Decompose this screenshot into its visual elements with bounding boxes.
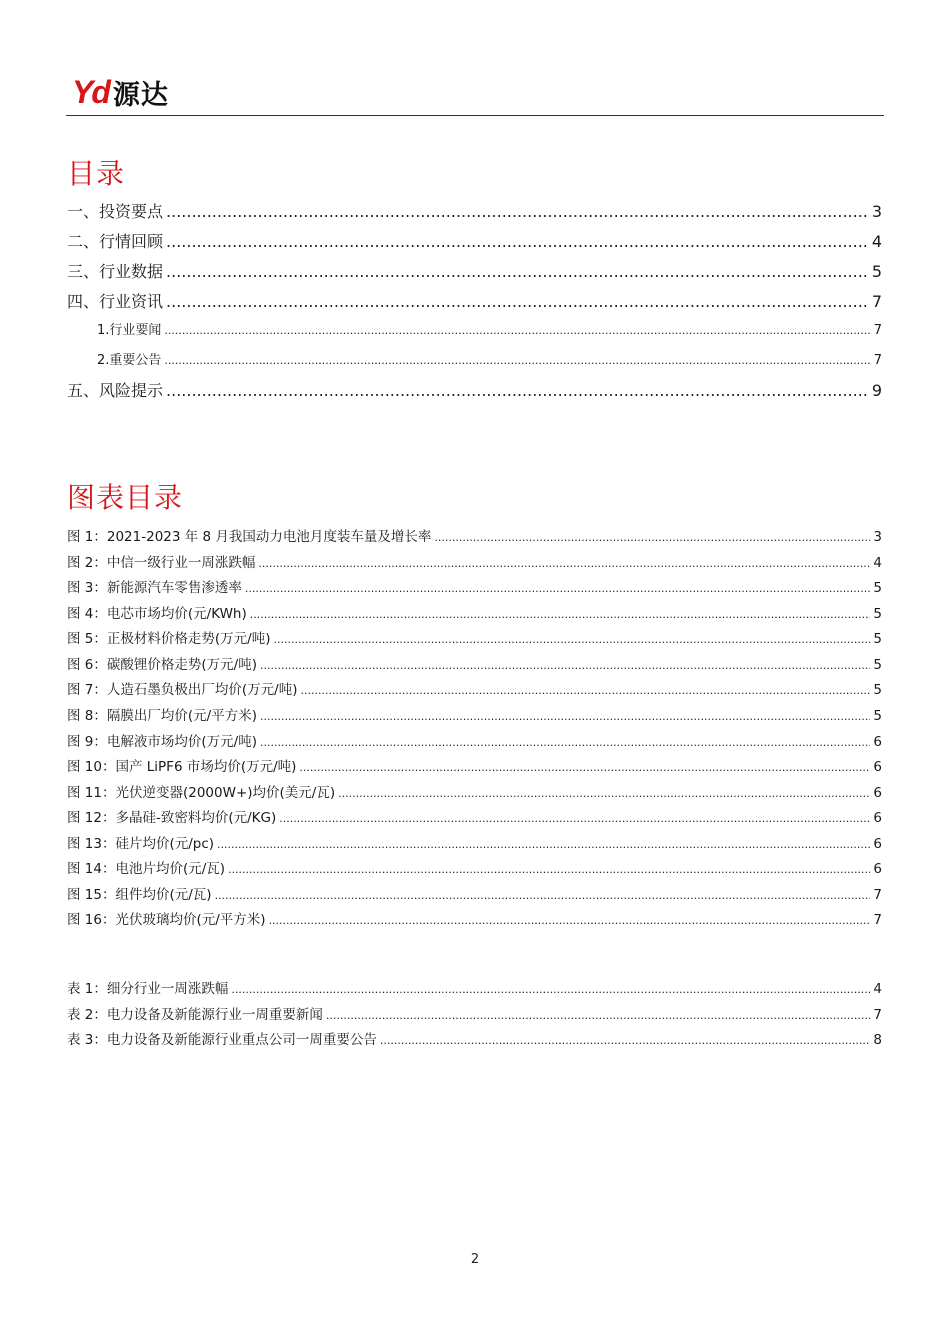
figure-entry[interactable] xyxy=(67,525,882,543)
figure-entry-page: 5 xyxy=(873,631,882,647)
figure-entry[interactable] xyxy=(67,806,882,824)
toc-entry-label: 二、行情回顾 xyxy=(67,232,164,251)
figure-entry[interactable] xyxy=(67,704,882,722)
toc-entry-page: 5 xyxy=(871,262,882,281)
figure-entry-label: 图 2：中信一级行业一周涨跌幅 xyxy=(67,555,256,571)
leader-dots xyxy=(166,232,869,251)
table-entry-page: 4 xyxy=(873,981,882,997)
figure-index-title: 图表目录 xyxy=(67,481,184,514)
figure-entry-page: 7 xyxy=(873,887,882,903)
figure-entry-label: 图 1：2021-2023 年 8 月我国动力电池月度装车量及增长率 xyxy=(67,529,432,545)
figure-entry[interactable] xyxy=(67,832,882,850)
figure-entry-label: 图 16：光伏玻璃均价(元/平方米) xyxy=(67,912,266,928)
figure-entry-label: 图 7：人造石墨负极出厂均价(万元/吨) xyxy=(67,682,298,698)
leader-dots xyxy=(380,1034,871,1047)
figure-entry-label: 图 14：电池片均价(元/瓦) xyxy=(67,861,226,877)
figure-entry-label: 图 5：正极材料价格走势(万元/吨) xyxy=(67,631,271,647)
toc-entry[interactable] xyxy=(67,229,882,251)
table-entry[interactable] xyxy=(67,1028,882,1046)
figure-entry-page: 6 xyxy=(873,785,882,801)
figure-entry-label: 图 8：隔膜出厂均价(元/平方米) xyxy=(67,708,257,724)
toc-entry-page: 7 xyxy=(873,323,882,338)
leader-dots xyxy=(217,838,870,851)
leader-dots xyxy=(260,710,870,723)
leader-dots xyxy=(166,381,869,400)
figure-entry-label: 图 11：光伏逆变器(2000W+)均价(美元/瓦) xyxy=(67,785,336,801)
leader-dots xyxy=(279,812,870,825)
toc-entry-label: 五、风险提示 xyxy=(67,381,164,400)
leader-dots xyxy=(166,292,869,311)
figure-entry[interactable] xyxy=(67,908,882,926)
toc-entry-label: 1.行业要闻 xyxy=(97,323,162,338)
leader-dots xyxy=(299,761,870,774)
toc-entry[interactable] xyxy=(67,289,882,311)
figure-entry-page: 5 xyxy=(873,657,882,673)
page-number: 2 xyxy=(470,1252,480,1267)
leader-dots xyxy=(434,531,870,544)
leader-dots xyxy=(228,863,870,876)
toc-entry-page: 7 xyxy=(873,353,882,368)
logo-text: 源达 xyxy=(112,79,169,111)
figure-entry[interactable] xyxy=(67,627,882,645)
figure-entry-page: 4 xyxy=(873,555,882,571)
leader-dots xyxy=(164,324,870,337)
toc-entry-label: 三、行业数据 xyxy=(67,262,164,281)
toc-entry-label: 四、行业资讯 xyxy=(67,292,164,311)
leader-dots xyxy=(260,659,870,672)
figure-entry-page: 5 xyxy=(873,580,882,596)
figure-entry[interactable] xyxy=(67,653,882,671)
leader-dots xyxy=(300,684,870,697)
toc-entry-label: 一、投资要点 xyxy=(67,202,164,221)
leader-dots xyxy=(164,354,870,367)
figure-entry[interactable] xyxy=(67,857,882,875)
table-entry-page: 7 xyxy=(873,1007,882,1023)
leader-dots xyxy=(260,736,870,749)
figure-entry-page: 6 xyxy=(873,734,882,750)
leader-dots xyxy=(250,608,871,621)
figure-entry-page: 6 xyxy=(873,810,882,826)
leader-dots xyxy=(338,787,870,800)
header-divider xyxy=(66,115,884,116)
toc-entry[interactable] xyxy=(67,259,882,281)
figure-entry[interactable] xyxy=(67,755,882,773)
toc-entry-page: 9 xyxy=(871,381,882,400)
toc-entry[interactable] xyxy=(67,199,882,221)
figure-entry-label: 图 3：新能源汽车零售渗透率 xyxy=(67,580,242,596)
leader-dots xyxy=(245,582,871,595)
figure-entry-label: 图 12：多晶硅-致密料均价(元/KG) xyxy=(67,810,277,826)
figure-entry[interactable] xyxy=(67,576,882,594)
table-entry-label: 表 1：细分行业一周涨跌幅 xyxy=(67,981,229,997)
figure-entry-page: 5 xyxy=(873,606,882,622)
figure-entry-page: 3 xyxy=(873,529,882,545)
figure-entry-label: 图 10：国产 LiPF6 市场均价(万元/吨) xyxy=(67,759,297,775)
figure-entry[interactable] xyxy=(67,730,882,748)
leader-dots xyxy=(215,889,871,902)
logo-mark: Yd xyxy=(72,74,109,110)
leader-dots xyxy=(231,983,870,996)
leader-dots xyxy=(273,633,870,646)
figure-entry[interactable] xyxy=(67,602,882,620)
figure-entry-page: 5 xyxy=(873,682,882,698)
figure-entry[interactable] xyxy=(67,781,882,799)
toc-subentry[interactable] xyxy=(97,349,882,367)
figure-entry-label: 图 4：电芯市场均价(元/KWh) xyxy=(67,606,247,622)
toc-entry[interactable] xyxy=(67,378,882,400)
table-entry[interactable] xyxy=(67,977,882,995)
figure-entry-label: 图 15：组件均价(元/瓦) xyxy=(67,887,212,903)
toc-subentry[interactable] xyxy=(97,319,882,337)
toc-entry-page: 3 xyxy=(871,202,882,221)
figure-entry-label: 图 6：碳酸锂价格走势(万元/吨) xyxy=(67,657,257,673)
figure-entry[interactable] xyxy=(67,883,882,901)
figure-entry-page: 5 xyxy=(873,708,882,724)
figure-entry-label: 图 13：硅片均价(元/pc) xyxy=(67,836,215,852)
figure-entry-page: 7 xyxy=(873,912,882,928)
toc-entry-label: 2.重要公告 xyxy=(97,353,162,368)
table-entry-label: 表 3：电力设备及新能源行业重点公司一周重要公告 xyxy=(67,1032,377,1048)
table-entry-label: 表 2：电力设备及新能源行业一周重要新闻 xyxy=(67,1007,323,1023)
leader-dots xyxy=(166,202,869,221)
figure-entry-page: 6 xyxy=(873,836,882,852)
figure-entry-page: 6 xyxy=(873,759,882,775)
leader-dots xyxy=(326,1009,871,1022)
figure-entry-label: 图 9：电解液市场均价(万元/吨) xyxy=(67,734,257,750)
table-entry-page: 8 xyxy=(873,1032,882,1048)
figure-entry[interactable] xyxy=(67,678,882,696)
toc-entry-page: 7 xyxy=(871,292,882,311)
toc-entry-page: 4 xyxy=(871,232,882,251)
brand-logo xyxy=(72,74,169,110)
leader-dots xyxy=(258,557,870,570)
leader-dots xyxy=(269,914,871,927)
figure-entry-page: 6 xyxy=(873,861,882,877)
leader-dots xyxy=(166,262,869,281)
figure-entry[interactable] xyxy=(67,551,882,569)
toc-title: 目录 xyxy=(67,157,126,190)
table-entry[interactable] xyxy=(67,1003,882,1021)
